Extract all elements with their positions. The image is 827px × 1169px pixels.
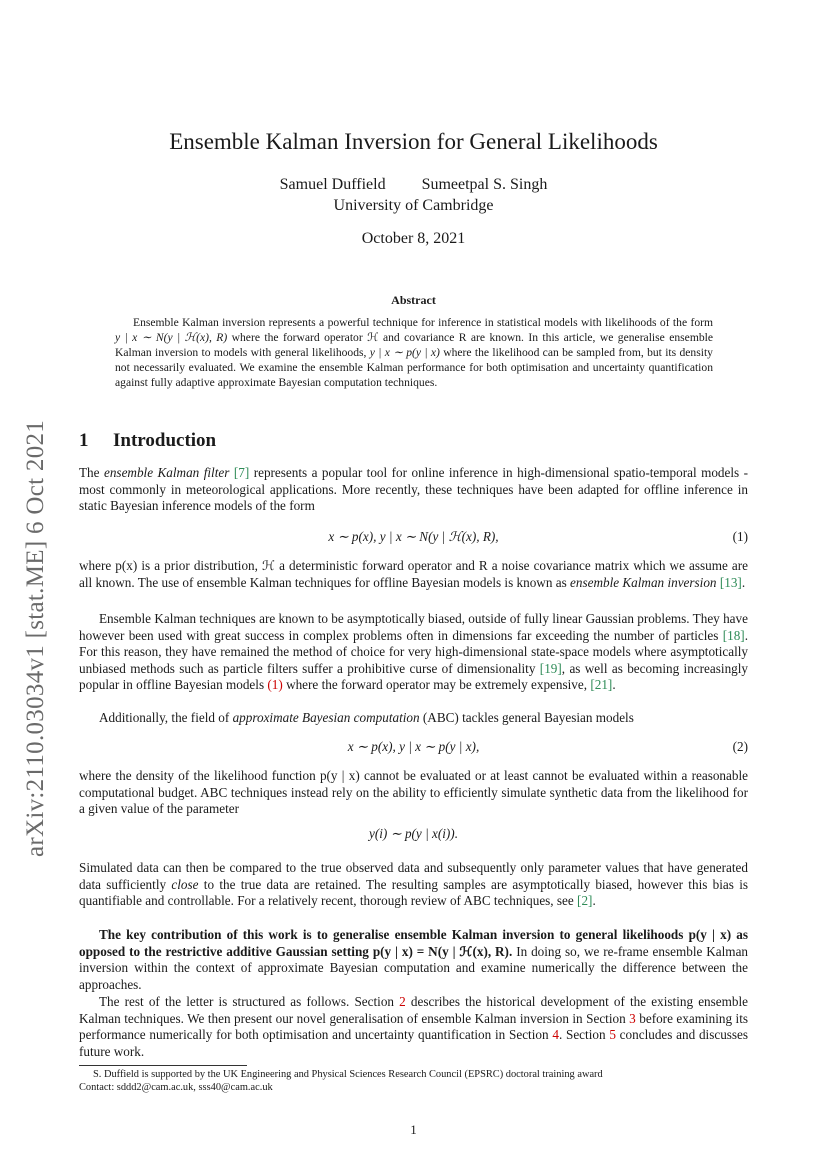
equation	[79, 529, 748, 547]
citation-link[interactable]: [19]	[539, 660, 562, 676]
section-title: Introduction	[113, 430, 217, 451]
equation-body: y(i) ∼ p(y | x(i)).	[369, 826, 458, 841]
section-number: 1	[79, 430, 89, 451]
citation-link[interactable]: [18]	[722, 627, 745, 643]
paragraph: The key contribution of this work is to generalise ensemble Kalman inversion to general likelihoods p(y | x) as opposed to the restrictive additive Gaussian setting p(y | x) = N(y | ℋ(x), R). In doing so, we re-frame ensemble Kalman inversion within the context of approximate Bayesian computation and examine numerically the difference between the approaches.	[79, 927, 749, 992]
abstract-heading: Abstract	[391, 293, 436, 307]
equation-body: x ∼ p(x), y | x ∼ N(y | ℋ(x), R),	[328, 529, 499, 544]
affiliation: University of Cambridge	[333, 197, 494, 214]
equation	[79, 739, 748, 757]
section-ref-link[interactable]: 5	[609, 1027, 616, 1043]
author-name: Samuel Duffield	[279, 176, 386, 193]
equation	[79, 826, 748, 844]
paragraph: where p(x) is a prior distribution, ℋ a deterministic forward operator and R a noise covariance matrix which we assume are all known. The use of ensemble Kalman techniques for offline Bayesian models is known as ensemble Kalman inversion [13].	[79, 558, 748, 590]
citation-link[interactable]: [21]	[590, 677, 613, 693]
author-name: Sumeetpal S. Singh	[421, 176, 548, 193]
section-heading	[79, 430, 216, 452]
paper-title: Ensemble Kalman Inversion for General Likelihoods	[169, 129, 658, 154]
paragraph: The ensemble Kalman filter [7] represents a popular tool for online inference in high-dimensional spatio-temporal models - most commonly in meteorological applications. More recently, these techniques have been adapted for offline inference in static Bayesian inference models of the form	[79, 465, 749, 514]
author-list	[0, 176, 827, 194]
equation-body: x ∼ p(x), y | x ∼ p(y | x),	[347, 739, 480, 754]
key-contribution: The key contribution of this work is to generalise ensemble Kalman inversion to general likelihoods p(y | x) as opposed to the restrictive additive Gaussian setting p(y | x) = N(y | ℋ(x), R).	[79, 927, 748, 959]
section-ref-link[interactable]: 2	[399, 994, 406, 1009]
footnote-funding: S. Duffield is supported by the UK Engineering and Physical Sciences Research Council (EPSRC) doctoral training award	[93, 1069, 603, 1080]
math-inline: y | x ∼ p(y | x)	[369, 346, 440, 359]
paragraph: Simulated data can then be compared to the true observed data and subsequently only parameter values that have generated data sufficiently close to the true data are retained. The resulting samples are asymptotically biased, however this bias is quantifiable and controllable. For a relatively recent, thorough review of ABC techniques, see [2].	[79, 860, 748, 909]
footnote-contact: Contact: sddd2@cam.ac.uk, sss40@cam.ac.uk	[79, 1082, 273, 1093]
citation-link[interactable]: [2]	[577, 893, 593, 909]
equation-number: (2)	[732, 739, 748, 754]
paragraph: The rest of the letter is structured as follows. Section 2 describes the historical development of the existing ensemble Kalman techniques. We then present our novel generalisation of ensemble Kalman inversion in Section 3 before examining its performance numerically for both optimisation and uncertainty quantification in Section 4. Section 5 concludes and discusses future work.	[79, 994, 749, 1059]
equation-number: (1)	[732, 529, 748, 544]
citation-link[interactable]: [13]	[719, 574, 742, 590]
section-ref-link[interactable]: 4	[552, 1027, 559, 1043]
publication-date: October 8, 2021	[361, 230, 466, 247]
math-inline: y | x ∼ N(y | ℋ(x), R)	[115, 331, 228, 344]
footnote-divider	[79, 1065, 247, 1066]
page-number: 1	[410, 1122, 417, 1137]
paragraph: Additionally, the field of approximate Bayesian computation (ABC) tackles general Bayesian models	[99, 710, 634, 725]
paragraph: where the density of the likelihood function p(y | x) cannot be evaluated or at least cannot be evaluated within a reasonable computational budget. ABC techniques instead rely on the ability to efficiently simulate synthetic data from the likelihood for a given value of the parameter	[79, 768, 748, 817]
section-ref-link[interactable]: 3	[629, 1010, 636, 1026]
abstract-text: Ensemble Kalman inversion represents a powerful technique for inference in statistical models with likelihoods of the form y | x ∼ N(y | ℋ(x), R) where the forward operator ℋ and covariance R are known. In this article, we generalise ensemble Kalman inversion to models with general likelihoods, y | x ∼ p(y | x) where the likelihood can be sampled from, but its density not necessarily evaluated. We examine the ensemble Kalman performance for both optimisation and uncertainty quantification against fully adaptive approximate Bayesian computation techniques.	[115, 316, 714, 389]
arxiv-identifier: arXiv:2110.03034v1 [stat.ME] 6 Oct 2021	[22, 419, 49, 857]
citation-link[interactable]: [7]	[233, 465, 250, 480]
equation-ref-link[interactable]: (1)	[267, 677, 283, 693]
paragraph: Ensemble Kalman techniques are known to be asymptotically biased, outside of fully linear Gaussian problems. They have however been used with great success in complex problems often in dimensions far exceeding the number of particles [18]. For this reason, they have remained the method of choice for very high-dimensional state-space models where asymptotically unbiased methods such as particle filters suffer a prohibitive curse of dimensionality [19], as well as becoming increasingly popular in offline Bayesian models (1) where the forward operator may be extremely expensive, [21].	[79, 611, 749, 693]
